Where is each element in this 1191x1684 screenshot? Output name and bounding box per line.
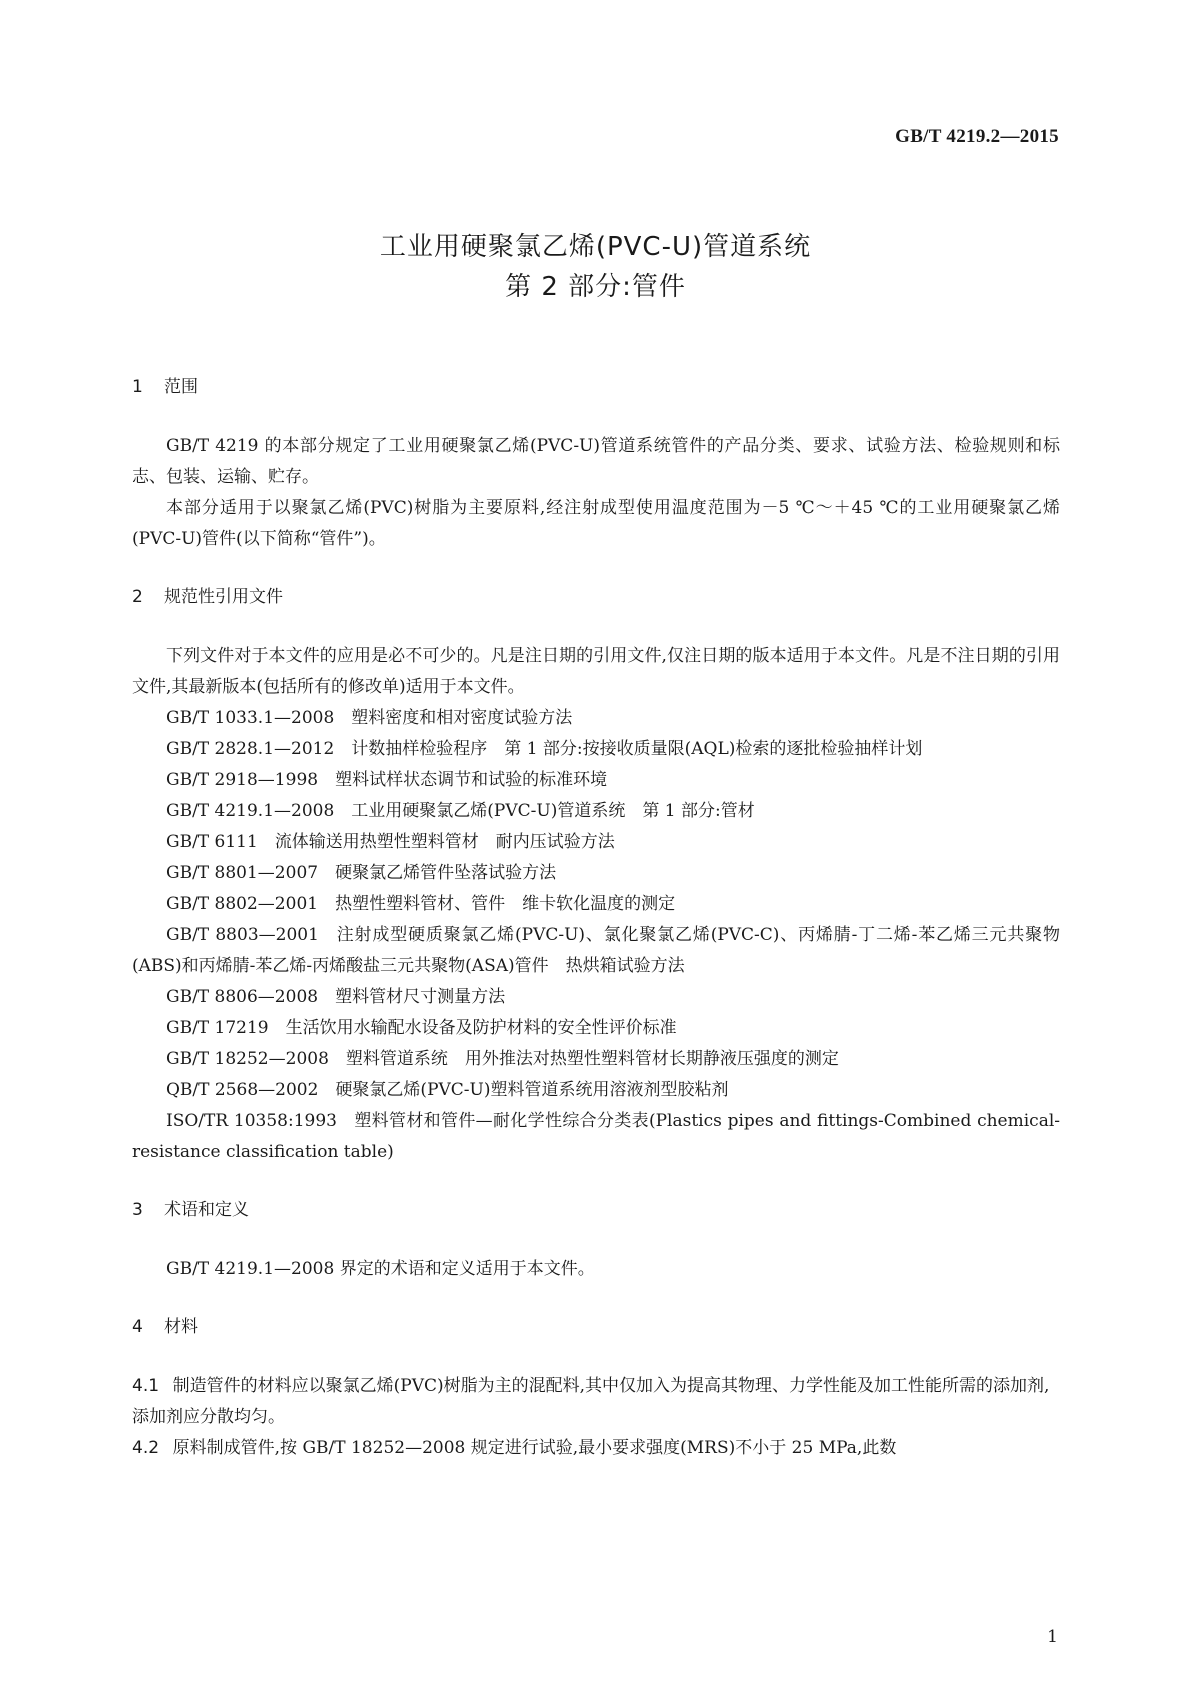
clause-number: 4.2: [132, 1438, 160, 1458]
reference-code: GB/T 2918—1998: [166, 770, 319, 790]
clause: [132, 1371, 1060, 1433]
reference-item: [132, 889, 1060, 920]
reference-item: [132, 703, 1060, 734]
reference-title: 塑料管材尺寸测量方法: [335, 987, 506, 1007]
reference-title: 塑料管材和管件—耐化学性综合分类表(Plastics pipes and fittings-Combined chemical-resistance classification table): [132, 1111, 1061, 1162]
reference-title: 硬聚氯乙烯管件坠落试验方法: [335, 863, 557, 883]
reference-code: GB/T 4219.1—2008: [166, 801, 335, 821]
reference-title: 生活饮用水输配水设备及防护材料的安全性评价标准: [285, 1018, 677, 1038]
reference-title: 注射成型硬质聚氯乙烯(PVC-U)、氯化聚氯乙烯(PVC-C)、丙烯腈-丁二烯-苯乙烯三元共聚物(ABS)和丙烯腈-苯乙烯-丙烯酸盐三元共聚物(ASA)管件 热烘箱试验方法: [132, 925, 1060, 976]
section-number: 4: [132, 1317, 143, 1337]
reference-code: GB/T 8806—2008: [166, 987, 319, 1007]
reference-title: 塑料管道系统 用外推法对热塑性塑料管材长期静液压强度的测定: [345, 1049, 839, 1069]
section-title: 术语和定义: [164, 1200, 249, 1220]
reference-item: [132, 858, 1060, 889]
title-line-1: 工业用硬聚氯乙烯(PVC-U)管道系统: [379, 232, 812, 262]
reference-code: GB/T 1033.1—2008: [166, 708, 335, 728]
reference-item: [132, 734, 1060, 765]
reference-title: 计数抽样检验程序 第 1 部分:按接收质量限(AQL)检索的逐批检验抽样计划: [351, 739, 923, 759]
reference-item: [132, 827, 1060, 858]
section-number: 1: [132, 377, 143, 397]
section-materials: [132, 1371, 1060, 1464]
reference-title: 工业用硬聚氯乙烯(PVC-U)管道系统 第 1 部分:管材: [351, 801, 755, 821]
reference-title: 流体输送用热塑性塑料管材 耐内压试验方法: [274, 832, 615, 852]
reference-item: [132, 1075, 1060, 1106]
reference-code: GB/T 6111: [166, 832, 258, 852]
section-heading-materials: [132, 1312, 1060, 1343]
clause-text: 原料制成管件,按 GB/T 18252—2008 规定进行试验,最小要求强度(MRS)不小于 25 MPa,此数: [172, 1438, 897, 1458]
section-heading-scope: [132, 372, 1060, 403]
reference-item: [132, 796, 1060, 827]
paragraph: GB/T 4219.1—2008 界定的术语和定义适用于本文件。: [166, 1259, 595, 1279]
reference-code: GB/T 8802—2001: [166, 894, 319, 914]
reference-code: GB/T 8803—2001: [166, 925, 319, 945]
section-terms: [132, 1254, 1060, 1285]
section-title: 范围: [164, 377, 198, 397]
section-heading-references: [132, 582, 1060, 613]
section-heading-terms: [132, 1195, 1060, 1226]
section-title: 规范性引用文件: [164, 587, 283, 607]
reference-title: 塑料试样状态调节和试验的标准环境: [335, 770, 608, 790]
section-number: 2: [132, 587, 143, 607]
reference-item: [132, 920, 1060, 982]
reference-item: [132, 982, 1060, 1013]
document-title: [0, 227, 1191, 307]
paragraph: 下列文件对于本文件的应用是必不可少的。凡是注日期的引用文件,仅注日期的版本适用于本文件。凡是不注日期的引用文件,其最新版本(包括所有的修改单)适用于本文件。: [132, 646, 1060, 697]
section-scope: [132, 431, 1060, 555]
clause-text: 制造管件的材料应以聚氯乙烯(PVC)树脂为主的混配料,其中仅加入为提高其物理、力学性能及加工性能所需的添加剂,添加剂应分散均匀。: [132, 1376, 1050, 1427]
reference-item: [132, 1044, 1060, 1075]
section-title: 材料: [164, 1317, 198, 1337]
clause: [132, 1433, 1060, 1464]
reference-item: [132, 765, 1060, 796]
reference-code: GB/T 2828.1—2012: [166, 739, 335, 759]
reference-title: 塑料密度和相对密度试验方法: [351, 708, 573, 728]
paragraph: 本部分适用于以聚氯乙烯(PVC)树脂为主要原料,经注射成型使用温度范围为－5 ℃～＋45 ℃的工业用硬聚氯乙烯(PVC-U)管件(以下简称“管件”)。: [132, 498, 1060, 549]
page-number: 1: [1047, 1627, 1058, 1647]
paragraph: GB/T 4219 的本部分规定了工业用硬聚氯乙烯(PVC-U)管道系统管件的产品分类、要求、试验方法、检验规则和标志、包装、运输、贮存。: [132, 436, 1060, 487]
reference-item: [132, 1013, 1060, 1044]
reference-title: 硬聚氯乙烯(PVC-U)塑料管道系统用溶液剂型胶粘剂: [335, 1080, 729, 1100]
reference-code: GB/T 8801—2007: [166, 863, 319, 883]
clause-number: 4.1: [132, 1376, 160, 1396]
document-body: [132, 372, 1060, 1464]
reference-item: [132, 1106, 1060, 1168]
reference-code: GB/T 18252—2008: [166, 1049, 329, 1069]
section-number: 3: [132, 1200, 143, 1220]
title-line-2: 第 2 部分:管件: [505, 272, 686, 302]
section-references: [132, 641, 1060, 1168]
reference-code: QB/T 2568—2002: [166, 1080, 319, 1100]
standard-number: GB/T 4219.2—2015: [895, 126, 1059, 147]
reference-title: 热塑性塑料管材、管件 维卡软化温度的测定: [335, 894, 676, 914]
reference-code: ISO/TR 10358:1993: [166, 1111, 337, 1131]
reference-code: GB/T 17219: [166, 1018, 269, 1038]
